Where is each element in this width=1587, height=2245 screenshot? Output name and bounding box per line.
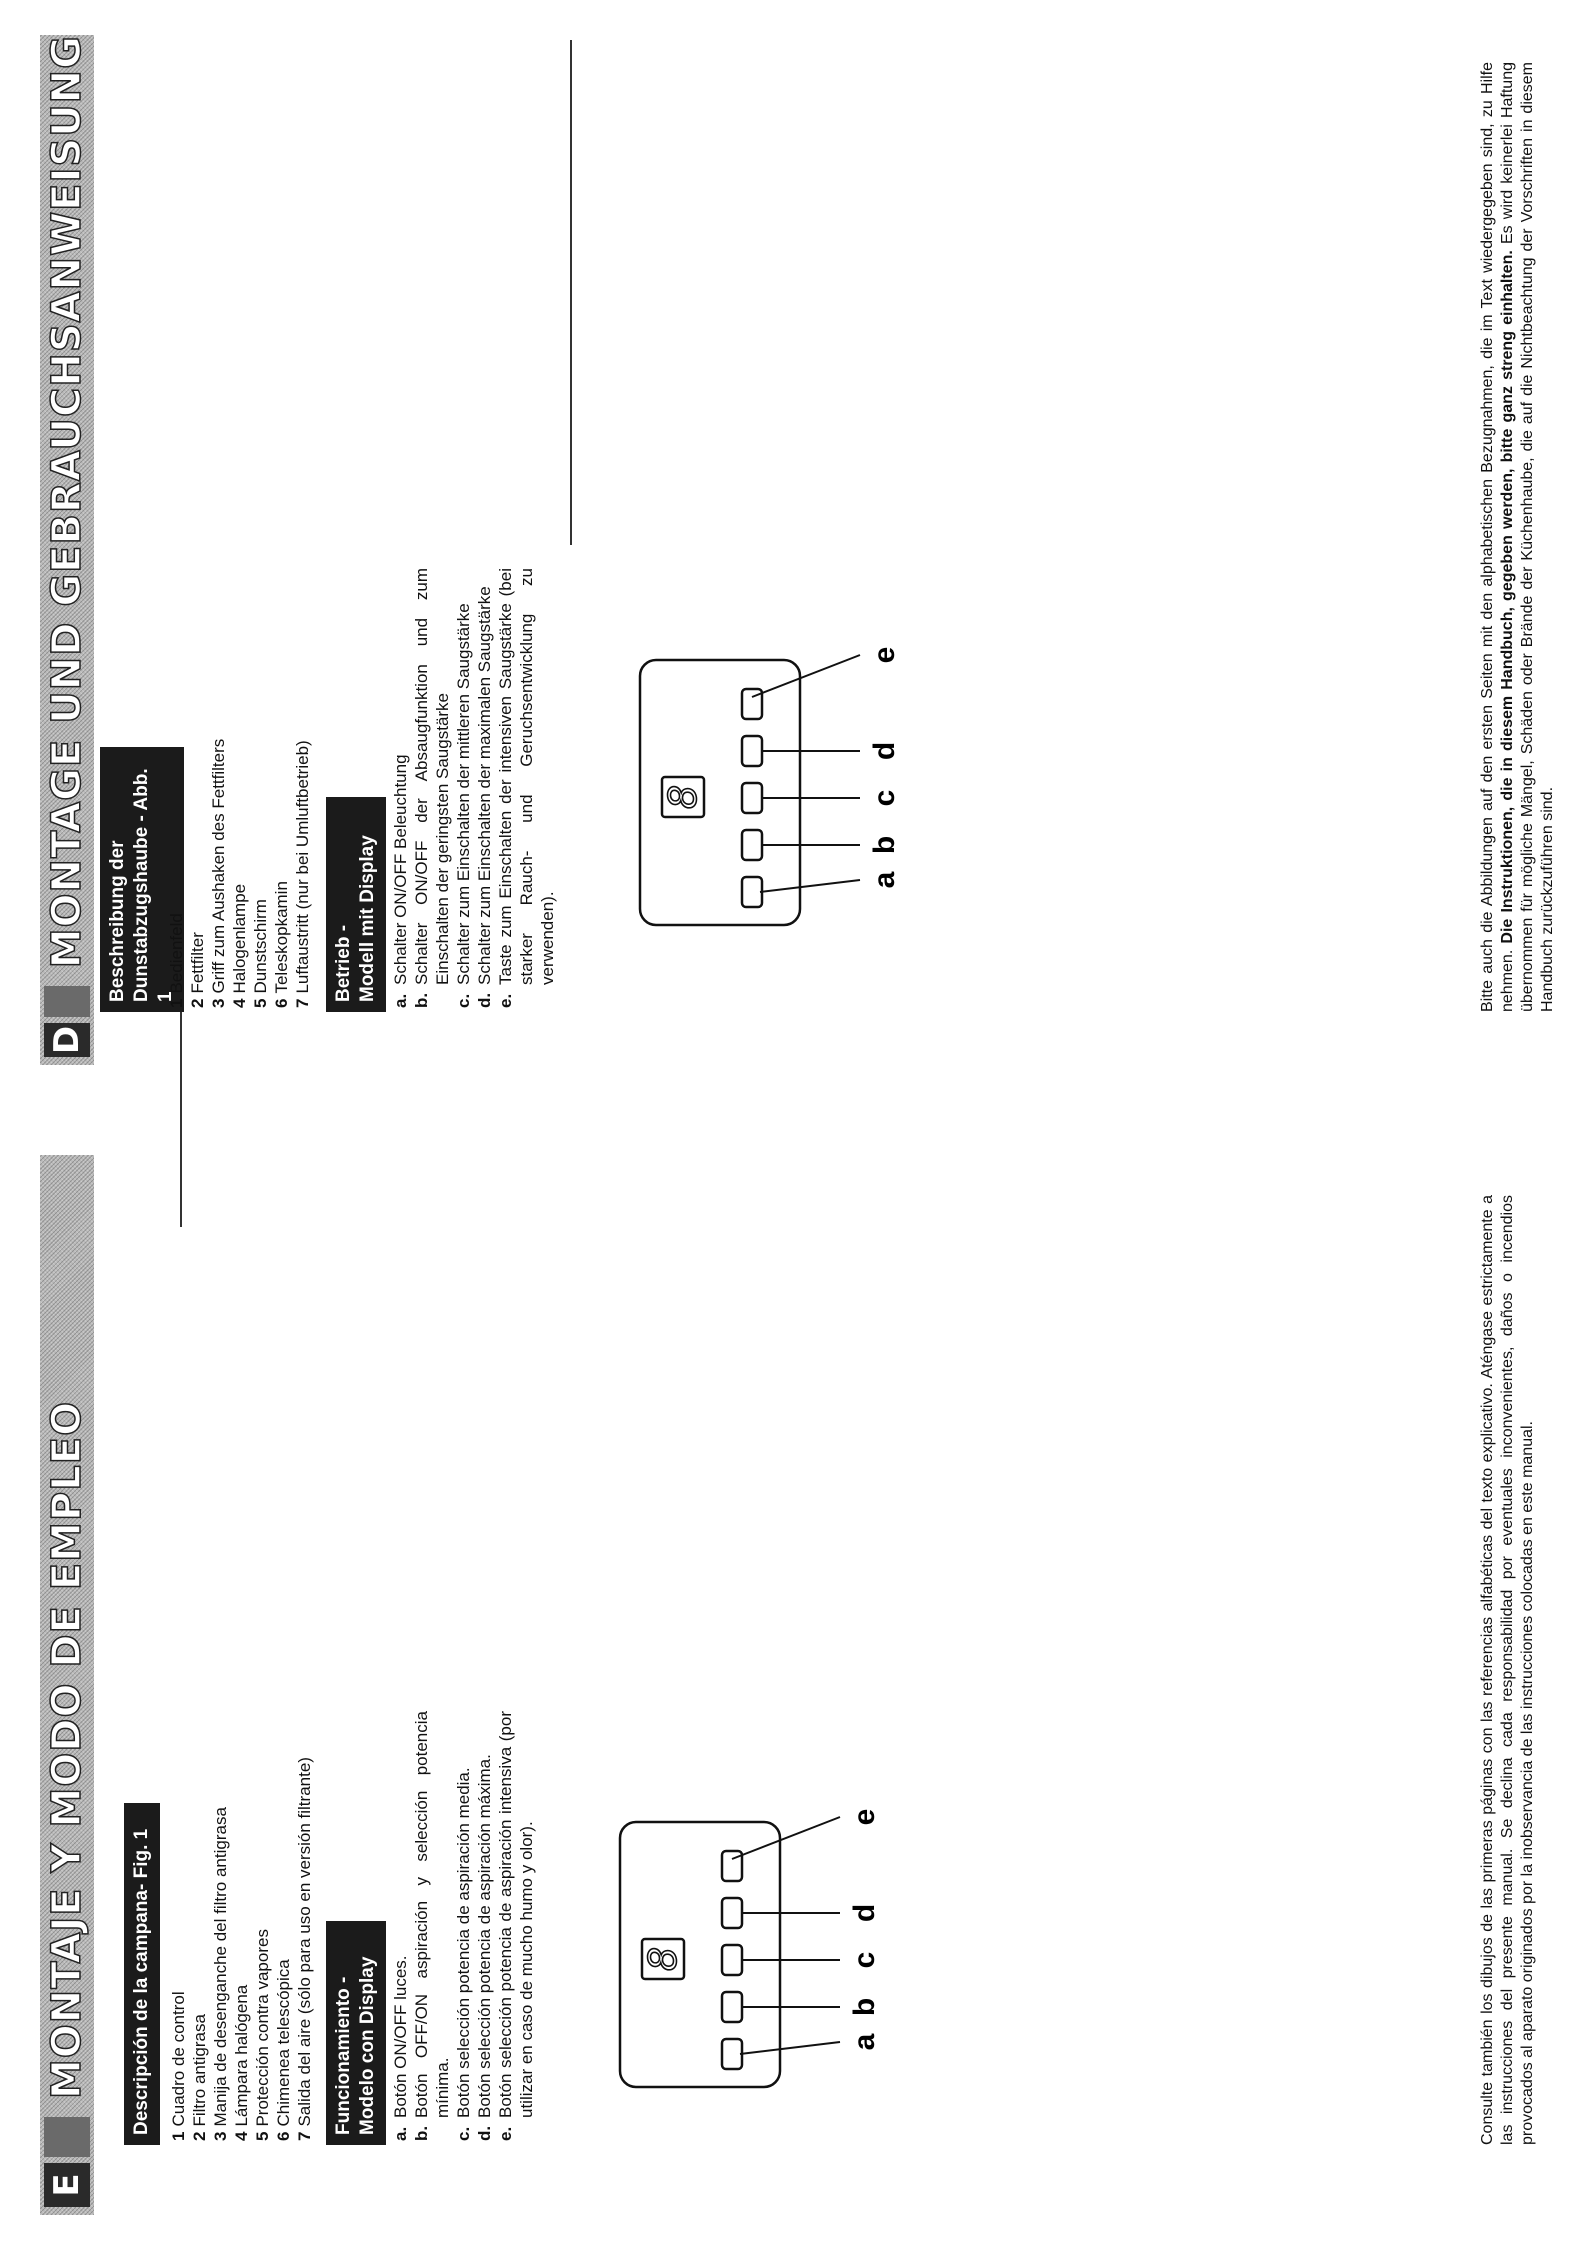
button-d	[742, 736, 762, 766]
list-item: 5Dunstschirm	[251, 899, 270, 1008]
leader-line-a	[760, 880, 860, 892]
parts-list-de	[166, 739, 313, 1008]
footer-text-bold: Die Instruktionen, die in diesem Handbuch, gegeben werden, bitte ganz streng einhalten.	[1499, 250, 1516, 944]
panel-label-a: a	[848, 2033, 881, 2051]
list-item: a. Schalter ON/OFF Beleuchtung	[391, 754, 410, 1008]
panel-label-e: e	[848, 1808, 881, 1826]
leader-line-e	[752, 655, 860, 697]
footer-text-de	[1478, 62, 1558, 1012]
footer-text-part-1: Bitte auch die Abbildungen auf den ersten Seiten mit den alphabetischen Bezugnahmen, die im Text wiedergegeben sind, zu Hilfe nehmen.	[1479, 62, 1516, 1012]
button-b	[742, 830, 762, 860]
panel-label-c: c	[868, 789, 901, 807]
operation-heading-de	[326, 797, 386, 1012]
list-item: 6Teleskopkamin	[272, 881, 291, 1008]
list-item: d. Schalter zum Einschalten der maximalen Saugstärke	[475, 586, 494, 1008]
operation-heading-line-1: Betrieb -	[333, 924, 354, 1002]
leader-line-e	[732, 1817, 840, 1859]
list-item: 4Halogenlampe	[230, 883, 249, 1008]
list-item: d. Botón selección potencia de aspiración máxima.	[475, 1754, 494, 2141]
list-item: b. Botón OFF/ON aspiración y selección potencia mínima.	[412, 1711, 452, 2141]
button-b	[722, 1992, 742, 2022]
list-item: 7Luftaustritt (nur bei Umluftbetrieb)	[293, 740, 312, 1008]
operation-heading-es	[326, 1921, 386, 2145]
button-c	[722, 1945, 742, 1975]
footer-text-part-2: Es wird keinerlei Haftung übernommen für mögliche Mängel, Schäden oder Brände der Küchenhaube, die auf die Nichtbeachtung der Vorschriften in diesem Handbuch zurückzuführen sind.	[1499, 62, 1556, 1012]
column-divider-de	[570, 40, 572, 545]
leader-line-a	[740, 2042, 840, 2054]
list-item: 4Lámpara halógena	[232, 1984, 251, 2141]
description-heading-line-1: Beschreibung der	[107, 840, 128, 1002]
banner-title-es: MONTAJE Y MODO DE EMPLEO	[44, 1400, 90, 2099]
controls-list-es	[390, 1711, 537, 2141]
list-item: e. Taste zum Einschalten der intensiven Saugstärke (bei starker Rauch- und Geruchsentwicklung zu verwenden).	[496, 568, 557, 1008]
list-item: 3Griff zum Aushaken des Fettfilters	[209, 738, 228, 1008]
list-item: 2Filtro antigrasa	[190, 2014, 209, 2141]
banner-spacer	[44, 986, 90, 1017]
banner-title-de: MONTAGE UND GEBRAUCHSANWEISUNG	[44, 35, 90, 969]
banner-spacer	[44, 2117, 90, 2157]
list-item: 1Bedienfeld	[167, 913, 186, 1008]
operation-heading-line-2: Modell mit Display	[357, 835, 378, 1002]
panel-label-d: d	[868, 741, 901, 761]
panel-label-c: c	[848, 1951, 881, 1969]
description-heading-line-2: Dunstabzugshaube - Abb. 1	[131, 768, 176, 1002]
list-item: e. Botón selección potencia de aspiración intensiva (por utilizar en caso de mucho humo y olor).	[496, 1711, 536, 2141]
button-a	[722, 2039, 742, 2069]
operation-heading-line-2: Modelo con Display	[357, 1956, 378, 2135]
controls-list-de	[390, 568, 558, 1008]
language-code-es: E	[44, 2163, 90, 2207]
list-item: 2Fettfilter	[188, 932, 207, 1008]
panel-label-b: b	[848, 1997, 881, 2017]
language-code-de: D	[44, 1023, 90, 1057]
panel-label-d: d	[848, 1903, 881, 1923]
control-panel-figure-es	[600, 1807, 890, 2107]
list-item: 5Protección contra vapores	[253, 1929, 272, 2141]
banner-de	[40, 35, 94, 1065]
panel-label-b: b	[868, 835, 901, 855]
banner-es	[40, 1155, 94, 2215]
list-item: a. Botón ON/OFF luces.	[391, 1955, 410, 2141]
list-item: 1Cuadro de control	[169, 1991, 188, 2141]
button-a	[742, 877, 762, 907]
description-heading-es: Descripción de la campana- Fig. 1	[124, 1803, 160, 2145]
display-digit: 8	[661, 784, 705, 810]
list-item: c. Botón selección potencia de aspiración media.	[454, 1767, 473, 2141]
button-d	[722, 1898, 742, 1928]
list-item: c. Schalter zum Einschalten der mittleren Saugstärke	[454, 603, 473, 1008]
display-digit: 8	[641, 1946, 685, 1972]
list-item: 7Salida del aire (sólo para uso en versión filtrante)	[295, 1757, 314, 2141]
list-item: 6Chimenea telescópica	[274, 1959, 293, 2141]
button-c	[742, 783, 762, 813]
list-item: b. Schalter ON/OFF der Absaugfunktion und zum Einschalten der geringsten Saugstärke	[412, 568, 452, 1008]
footer-text-es: Consulte también los dibujos de las primeras páginas con las referencias alfabéticas del texto explicativo. Aténgase estrictamente a las instrucciones del presente manual. Se declina cada responsabilidad por eventuales inconvenientes, daños o incendios provocados al aparato originados por la inobservancia de las instrucciones colocadas en este manual.	[1479, 1195, 1536, 2145]
panel-label-e: e	[868, 646, 901, 664]
panel-label-a: a	[868, 871, 901, 889]
parts-list-es	[168, 1757, 315, 2141]
control-panel-figure-de	[620, 645, 910, 945]
list-item: 3Manija de desenganche del filtro antigrasa	[211, 1807, 230, 2141]
operation-heading-line-1: Funcionamiento -	[333, 1976, 354, 2135]
